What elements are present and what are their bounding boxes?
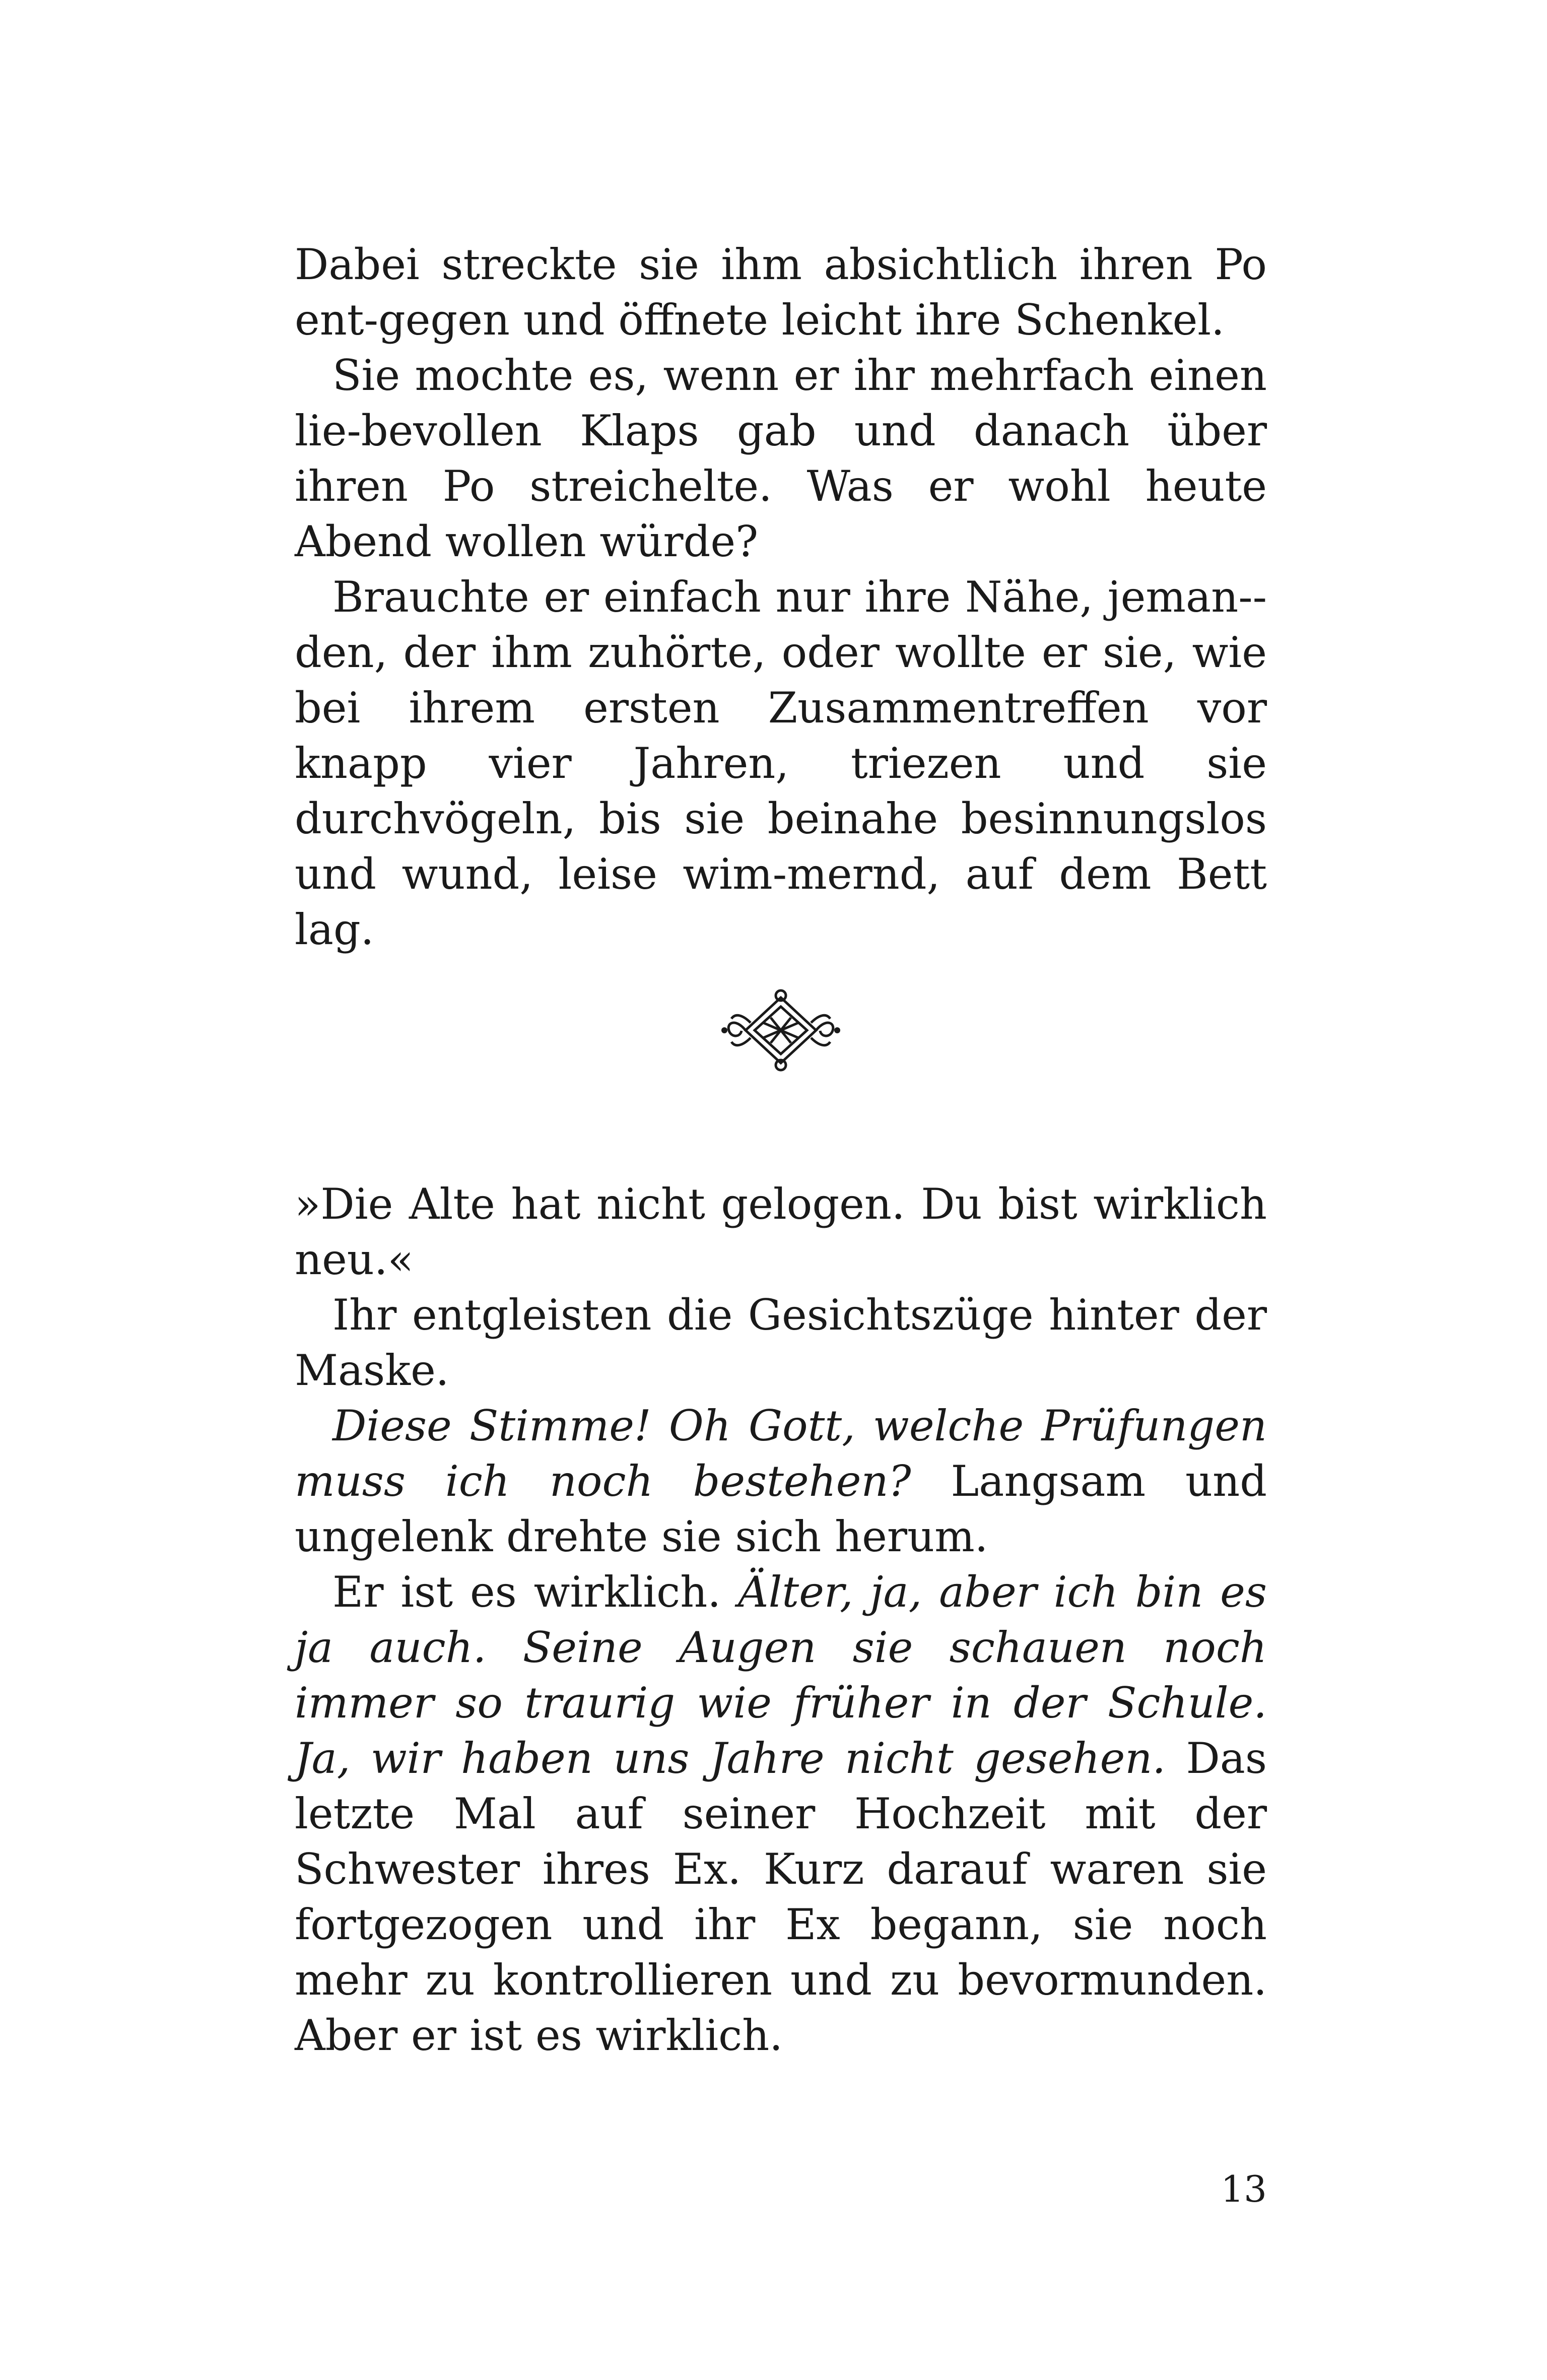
paragraph-text: Das letzte Mal auf seiner Hochzeit mit der Schwester ihres Ex. Kurz darauf waren sie fortgezogen und ihr Ex begann, sie noch mehr zu kontrollieren und zu bevormunden. Aber er ist es wirklich. [295,1734,1267,2060]
paragraph-text: Er ist es wirklich. [332,1567,738,1617]
italic-thought: Diese Stimme! Oh Gott, welche Prüfungen muss ich noch bestehen? [295,1401,1267,1506]
text-block-bottom [295,1176,1267,2063]
paragraph [295,1398,1267,1564]
paragraph-text: Langsam und ungelenk drehte sie sich herum. [295,1457,1267,1561]
text-block-top [295,237,1267,957]
paragraph: Dabei streckte sie ihm absichtlich ihren Po ent-gegen und öffnete leicht ihre Schenkel. [295,240,1267,345]
fleuron-ornament-icon [720,987,841,1073]
paragraph: Brauchte er einfach nur ihre Nähe, jeman-den, der ihm zuhörte, oder wollte er sie, wie bei ihrem ersten Zusammentreffen vor knapp vier Jahren, triezen und sie durchvögeln, bis sie beinahe besinnungslos und wund, leise wim-mernd, auf dem Bett lag. [295,572,1267,954]
paragraph: Sie mochte es, wenn er ihr mehrfach einen lie-bevollen Klaps gab und danach über ihren Po streichelte. Was er wohl heute Abend wollen würde? [295,351,1267,566]
italic-thought: Älter, ja, aber ich bin es ja auch. Seine Augen sie schauen noch immer so traurig wie früher in der Schule. Ja, wir haben uns Jahre nicht gesehen. [295,1567,1267,1783]
paragraph: »Die Alte hat nicht gelogen. Du bist wirklich neu.« [295,1179,1267,1284]
page-number: 13 [1221,2168,1267,2210]
paragraph: Ihr entgleisten die Gesichtszüge hinter der Maske. [295,1290,1267,1395]
paragraph [295,1564,1267,2063]
